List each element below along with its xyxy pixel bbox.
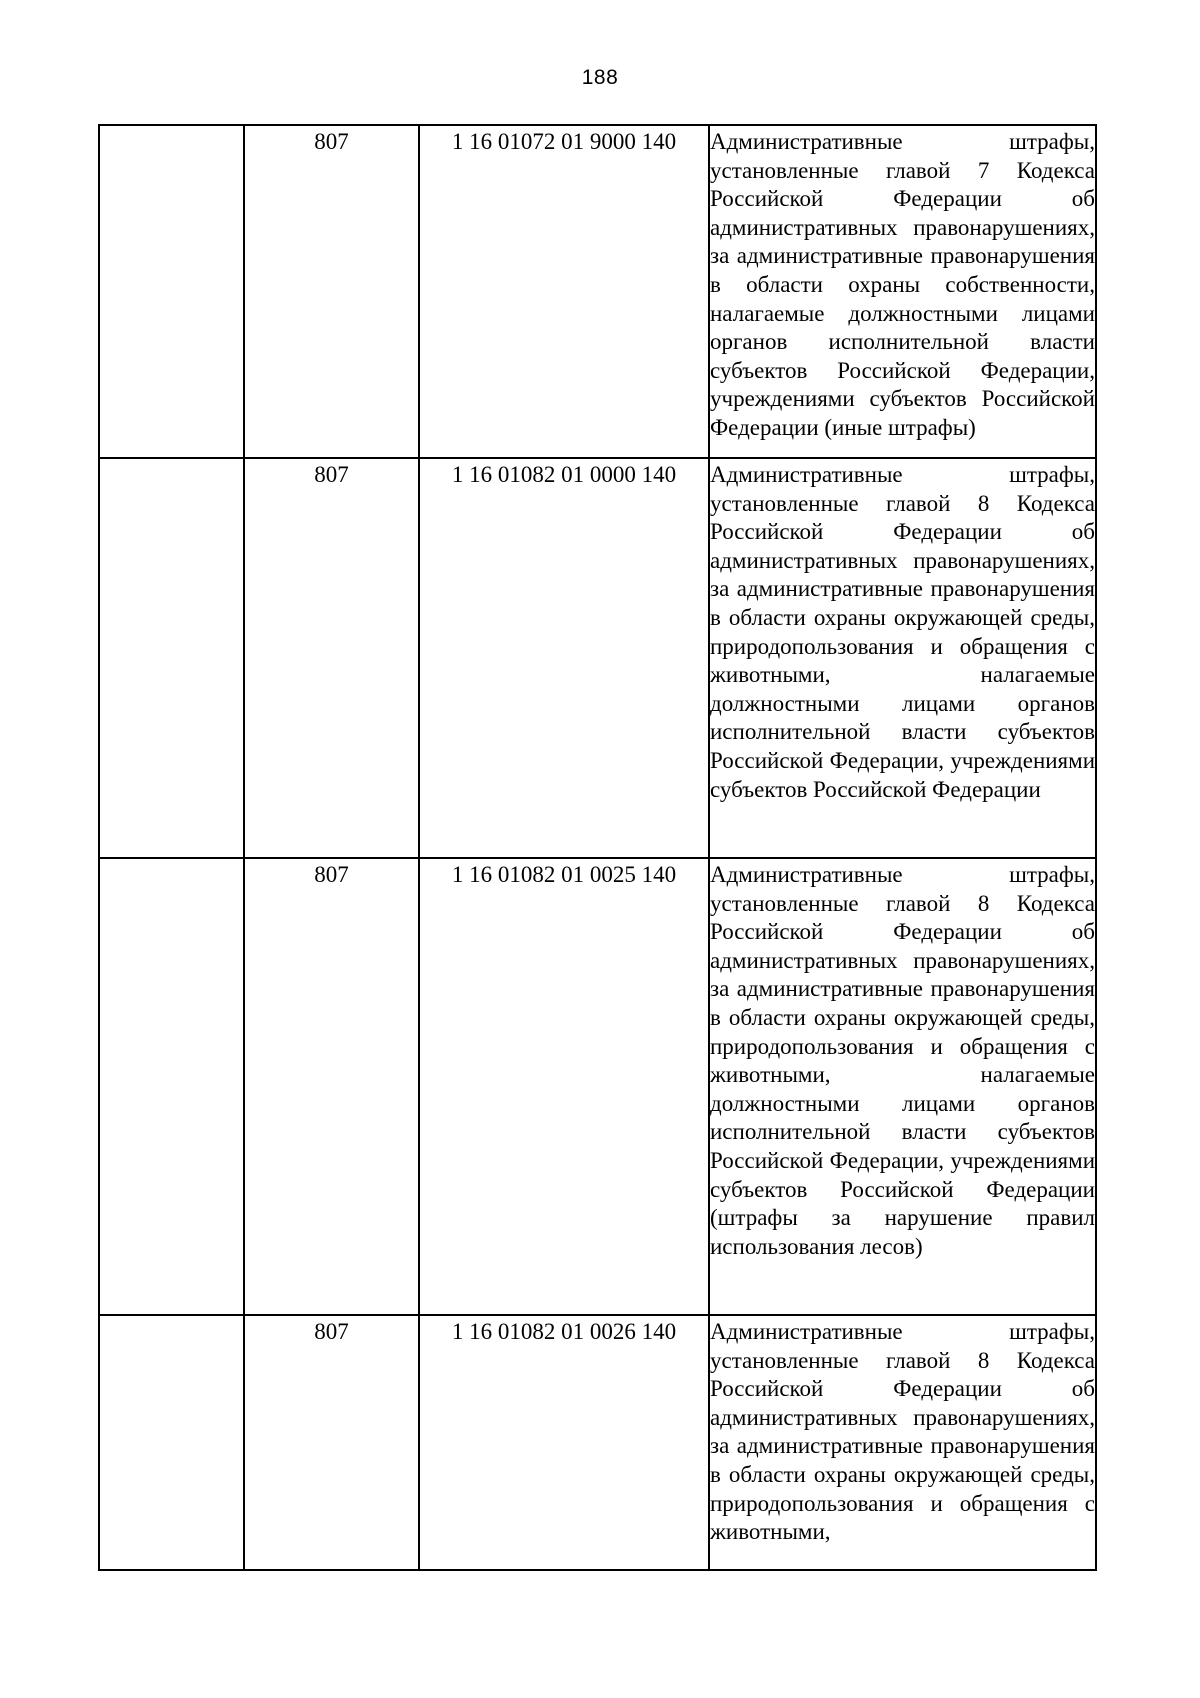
kbk-code-cell: 1 16 01082 01 0026 140 xyxy=(419,1315,709,1570)
description-text: Административные штрафы, установленные главой 8 Кодекса Российской Федерации об административных правонарушениях, за административные правонарушения в области охраны окружающей среды, природопользования и обращения с животными, налагаемые должностными лицами органов исполнительной власти субъектов Российской Федерации, учреждениями субъектов Российской Федерации (штрафы за нарушение правил использования лесов) xyxy=(710,862,1095,1259)
description-text: Административные штрафы, установленные главой 7 Кодекса Российской Федерации об административных правонарушениях, за административные правонарушения в области охраны собственности, налагаемые должностными лицами органов исполнительной власти субъектов Российской Федерации, учреждениями субъектов Российской Федерации (иные штрафы) xyxy=(710,129,1095,440)
table-row xyxy=(99,1315,1096,1570)
kbk-code-cell: 1 16 01082 01 0025 140 xyxy=(419,858,709,1315)
description-cell xyxy=(709,125,1096,458)
kbk-code-cell: 1 16 01072 01 9000 140 xyxy=(419,125,709,458)
description-cell xyxy=(709,858,1096,1315)
admin-code-cell: 807 xyxy=(244,858,419,1315)
page-number: 188 xyxy=(581,66,619,89)
empty-cell xyxy=(99,858,244,1315)
description-cell xyxy=(709,1315,1096,1570)
empty-cell xyxy=(99,458,244,858)
admin-code-cell: 807 xyxy=(244,1315,419,1570)
empty-cell xyxy=(99,1315,244,1570)
kbk-code-cell: 1 16 01082 01 0000 140 xyxy=(419,458,709,858)
admin-code-cell: 807 xyxy=(244,125,419,458)
description-text: Административные штрафы, установленные главой 8 Кодекса Российской Федерации об административных правонарушениях, за административные правонарушения в области охраны окружающей среды, природопользования и обращения с животными, налагаемые должностными лицами органов исполнительной власти субъектов Российской Федерации, учреждениями субъектов Российской Федерации xyxy=(710,462,1095,802)
table-row xyxy=(99,458,1096,858)
description-text: Административные штрафы, установленные главой 8 Кодекса Российской Федерации об административных правонарушениях, за административные правонарушения в области охраны окружающей среды, природопользования и обращения с животными, xyxy=(710,1319,1095,1545)
budget-classification-table xyxy=(98,124,1097,1571)
table-row xyxy=(99,125,1096,458)
empty-cell xyxy=(99,125,244,458)
admin-code-cell: 807 xyxy=(244,458,419,858)
table-row xyxy=(99,858,1096,1315)
description-cell xyxy=(709,458,1096,858)
